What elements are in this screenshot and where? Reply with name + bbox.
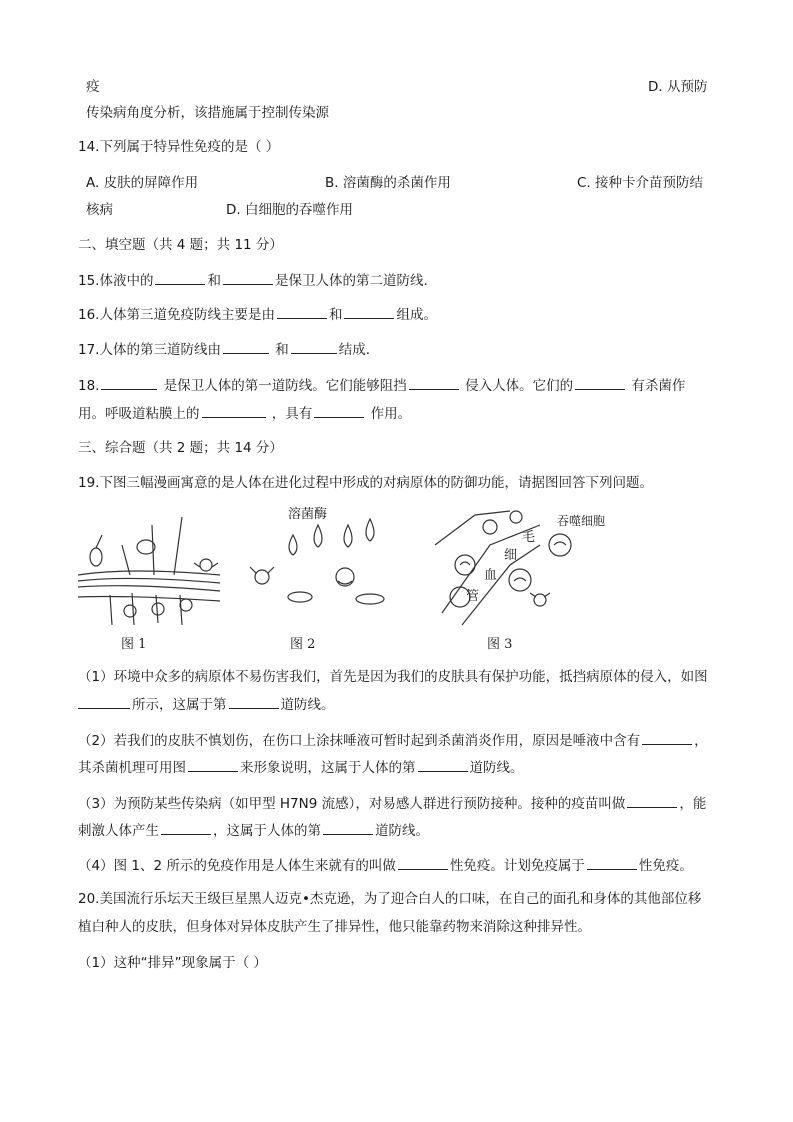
section-3-title: 三、综合题（共 2 题；共 14 分） — [78, 440, 283, 456]
figure-3-label-xue: 血 — [484, 568, 498, 583]
q19-sub2-text-3: 其杀菌机理可用图 — [78, 760, 186, 776]
q19-sub1-line-1: （1）环境中众多的病原体不易伤害我们，首先是因为我们的皮肤具有保护功能，抵挡病原体的侵入，如图 — [78, 669, 708, 685]
q19-sub3-text-3: 刺激人体产生 — [78, 823, 159, 839]
q19-sub1-line-2 — [78, 695, 335, 714]
figure-1-skin-illustration — [78, 517, 220, 625]
q14-option-c-continuation: 核病 — [86, 202, 113, 218]
q18-text-1: 18. — [78, 378, 100, 394]
figure-3-label-mao: 毛 — [522, 530, 536, 545]
q19-sub1-text-1: 所示，这属于第 — [132, 697, 227, 713]
q19-sub4-text-3: 性免疫。 — [638, 858, 693, 874]
q13-option-d-continuation: 传染病角度分析，该措施属于控制传染源 — [86, 105, 329, 121]
q13-option-d-start: D. 从预防 — [648, 79, 708, 95]
q18-text-4: 有杀菌作 — [627, 378, 686, 394]
q18-line-2 — [78, 404, 411, 423]
q16-blank-2[interactable] — [344, 305, 394, 319]
q18-line-1 — [78, 376, 685, 395]
q16-blank-1[interactable] — [277, 305, 327, 319]
q19-sub2-text-1: （2）若我们的皮肤不慎划伤，在伤口上涂抹唾液可暂时起到杀菌消炎作用，原因是唾液中含有 — [78, 733, 641, 749]
q19-sub4-text-2: 性免疫。计划免疫属于 — [449, 858, 585, 874]
figure-3-label-xi: 细 — [504, 548, 518, 563]
figure-3-phagocyte-illustration — [435, 511, 571, 625]
q17 — [78, 340, 370, 359]
q19-sub2-blank-1[interactable] — [642, 731, 692, 745]
q19-stem: 19.下图三幅漫画寓意的是人体在进化过程中形成的对病原体的防御功能，请据图回答下列问题。 — [78, 475, 653, 491]
q20-sub1: （1）这种“排异”现象属于（ ） — [78, 955, 267, 971]
q14-option-a[interactable]: A. 皮肤的屏障作用 — [86, 175, 199, 191]
q14-stem: 14.下列属于特异性免疫的是（ ） — [78, 139, 280, 155]
q16-text-1: 16.人体第三道免疫防线主要是由 — [78, 307, 275, 323]
q18-text-6: ，具有 — [267, 406, 313, 422]
q14-option-d[interactable]: D. 白细胞的吞噬作用 — [226, 202, 353, 218]
q20-line-1: 20.美国流行乐坛天王级巨星黑人迈克•杰克逊，为了迎合白人的口味，在自己的面孔和身体的其他部位移 — [78, 891, 702, 907]
figure-2-caption: 图 2 — [290, 637, 316, 652]
q18-text-5: 用。呼吸道粘膜上的 — [78, 406, 200, 422]
q19-sub4-blank-1[interactable] — [398, 856, 448, 870]
q14-option-b[interactable]: B. 溶菌酶的杀菌作用 — [325, 175, 451, 191]
figure-2-label-lysozyme: 溶菌酶 — [288, 507, 328, 522]
figure-1-caption: 图 1 — [121, 637, 147, 652]
q18-blank-2[interactable] — [409, 376, 459, 390]
q13-continuation-start: 疫 — [86, 79, 100, 95]
figure-3-label-phagocyte: 吞噬细胞 — [557, 514, 606, 528]
q19-sub2-text-4: 来形象说明，这属于人体的第 — [240, 760, 416, 776]
figure-2-lysozyme-illustration — [250, 519, 384, 604]
q14-option-c[interactable]: C. 接种卡介苗预防结 — [577, 175, 704, 191]
q19-sub2-text-5: 道防线。 — [469, 760, 524, 776]
q18-blank-4[interactable] — [202, 404, 266, 418]
q17-text-3: 结成. — [338, 342, 371, 358]
q19-sub2-line-1 — [78, 731, 708, 750]
q19-sub3-text-5: 道防线。 — [375, 823, 429, 839]
q16 — [78, 305, 437, 324]
q20-line-2: 植白种人的皮肤，但身体对异体皮肤产生了排异性，他只能靠药物来消除这种排异性。 — [78, 919, 591, 935]
section-2-title: 二、填空题（共 4 题；共 11 分） — [78, 237, 283, 253]
q17-blank-1[interactable] — [223, 340, 269, 354]
q15-text-1: 15.体液中的 — [78, 273, 154, 289]
q15-text-3: 是保卫人体的第二道防线. — [274, 273, 428, 289]
q19-sub4-blank-2[interactable] — [587, 856, 637, 870]
q17-text-2: 和 — [270, 342, 289, 358]
q19-sub3-text-1: （3）为预防某些传染病（如甲型 H7N9 流感），对易感人群进行预防接种。接种的疫苗叫做 — [78, 796, 626, 812]
q19-sub3-line-2 — [78, 821, 429, 840]
q18-text-7: 作用。 — [366, 406, 412, 422]
q18-blank-1[interactable] — [101, 376, 157, 390]
q15-text-2: 和 — [207, 273, 221, 289]
q19-sub2-blank-2[interactable] — [188, 758, 238, 772]
q19-figures — [70, 505, 630, 635]
q18-blank-3[interactable] — [575, 376, 625, 390]
q19-sub2-blank-3[interactable] — [418, 758, 468, 772]
q18-blank-5[interactable] — [314, 404, 364, 418]
q16-text-3: 组成。 — [396, 307, 437, 323]
q18-text-3: 侵入人体。它们的 — [460, 378, 574, 394]
q19-sub2-text-2: ， — [694, 733, 708, 749]
q19-sub3-blank-2[interactable] — [161, 821, 211, 835]
q19-sub4 — [78, 856, 693, 875]
q19-sub1-blank-2[interactable] — [229, 695, 279, 709]
q17-text-1: 17.人体的第三道防线由 — [78, 342, 221, 358]
q18-text-2: 是保卫人体的第一道防线。它们能够阻挡 — [159, 378, 407, 394]
q19-sub3-blank-1[interactable] — [627, 794, 677, 808]
q19-sub3-line-1 — [78, 794, 706, 813]
q17-blank-2[interactable] — [291, 340, 337, 354]
q16-text-2: 和 — [328, 307, 343, 323]
q15-blank-2[interactable] — [223, 271, 273, 285]
q19-sub1-text-2: 道防线。 — [280, 697, 335, 713]
q19-sub1-blank-1[interactable] — [78, 695, 130, 709]
figure-3-label-guan: 管 — [466, 589, 480, 604]
q19-sub3-text-2: ，能 — [679, 796, 707, 812]
q19-sub3-text-4: ，这属于人体的第 — [213, 823, 321, 839]
q15-blank-1[interactable] — [155, 271, 205, 285]
q15 — [78, 271, 428, 290]
q19-sub4-text-1: （4）图 1、2 所示的免疫作用是人体生来就有的叫做 — [78, 858, 396, 874]
figure-3-caption: 图 3 — [487, 637, 513, 652]
q19-sub3-blank-3[interactable] — [323, 821, 373, 835]
q19-sub2-line-2 — [78, 758, 524, 777]
